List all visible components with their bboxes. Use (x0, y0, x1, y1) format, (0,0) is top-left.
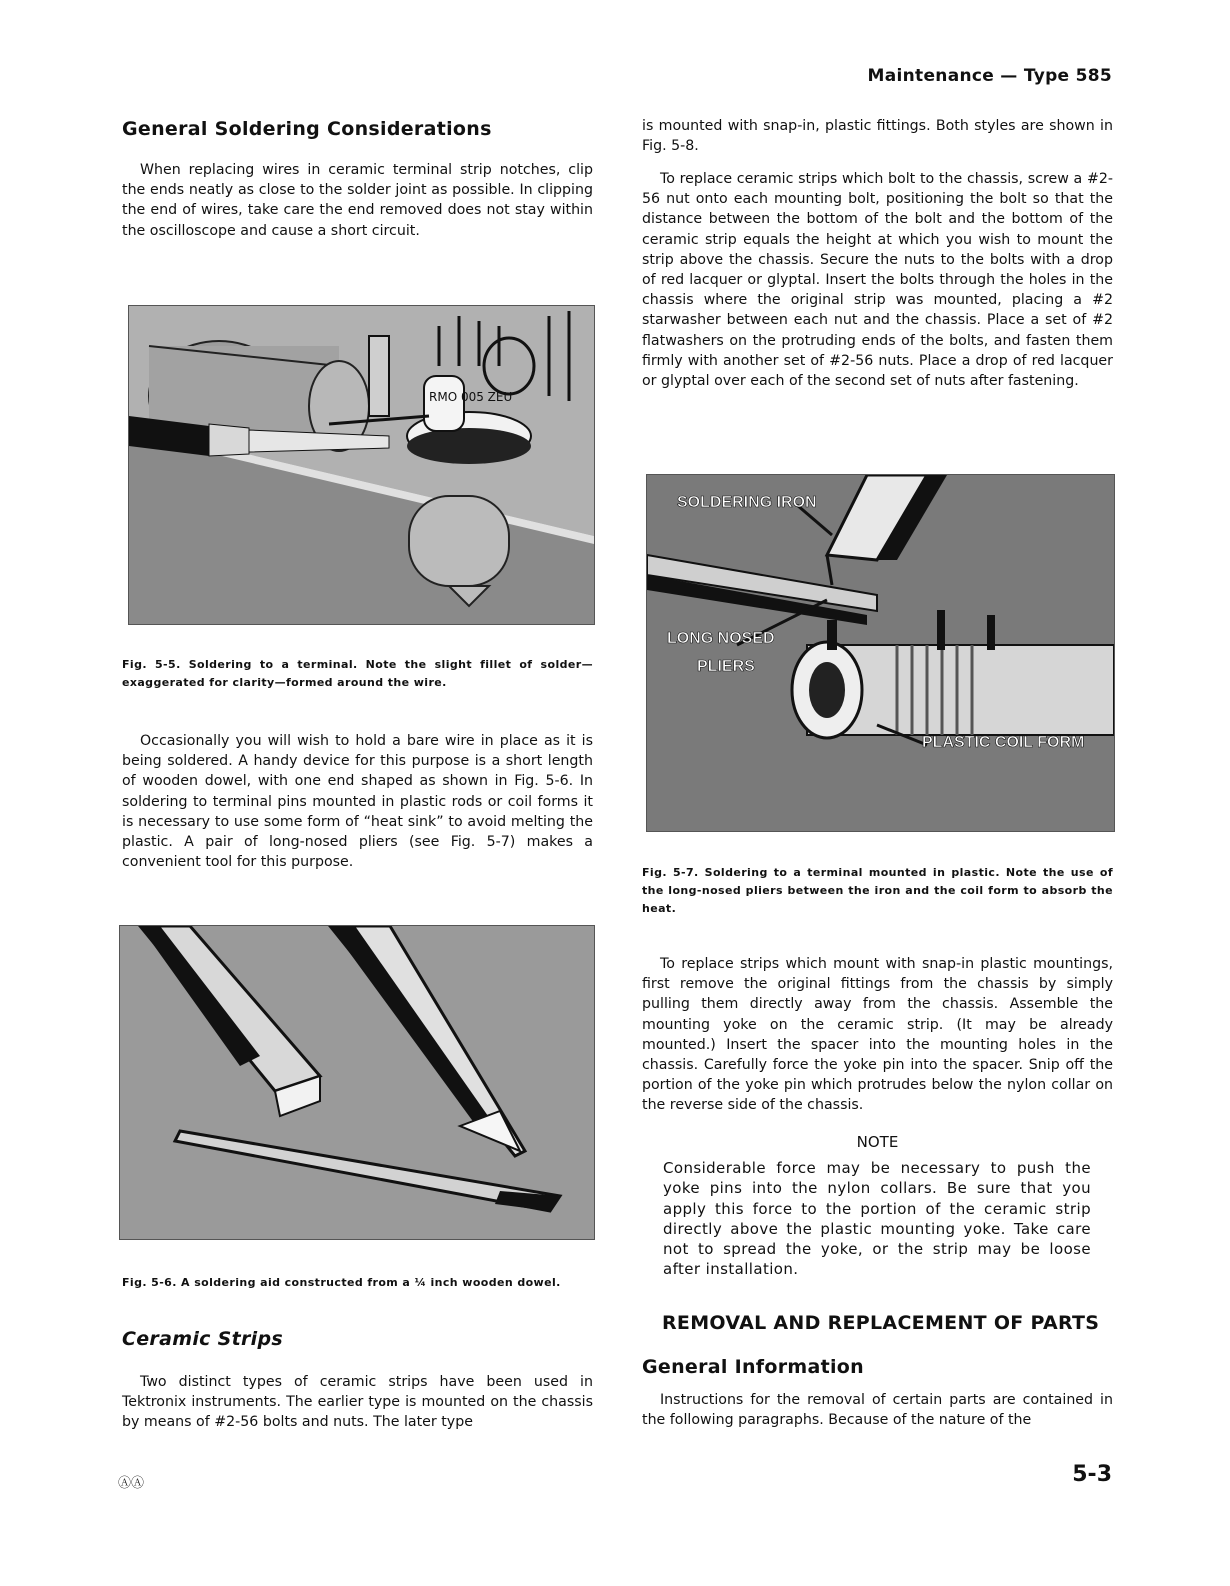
note-title: NOTE (856, 1133, 899, 1151)
bolt-replacement-paragraph: To replace ceramic strips which bolt to the chassis, screw a #2-56 nut onto each mounting bolt, positioning the bolt so that the distance between the bottom of the bolt and the bottom of the ceramic strip equals the height at which you wish to mount the strip above the chassis. Secure the nuts to the bolts with a drop of red lacquer or glyptal. Insert the bolts through the holes in the chassis where the original strip was mounted, placing a #2 starwasher between each nut and the chassis. Place a set of #2 flatwashers on the protruding ends of the bolts, and fasten them firmly with another set of #2-56 nuts. Place a drop of red lacquer or glyptal over each of the second set of nuts after fastening. (642, 171, 1113, 390)
figure-5-5-caption: Fig. 5-5. Soldering to a terminal. Note the slight fillet of solder—exaggerated for clarity—formed around the wire. (122, 658, 593, 689)
running-header: Maintenance — Type 585 (867, 66, 1112, 86)
wooden-dowel-illustration (120, 926, 594, 1239)
heat-sink-paragraph: Occasionally you will wish to hold a bare wire in place as it is being soldered. A handy device for this purpose is a short length of wooden dowel, with one end shaped as shown in Fig. 5-6. In soldering to terminal pins mounted in plastic rods or coil forms it is necessary to use some form of “heat sink” to avoid melting the plastic. A pair of long-nosed pliers (see Fig. 5-7) makes a convenient tool for this purpose. (122, 733, 593, 871)
plastic-terminal-illustration (647, 475, 1114, 831)
note-body: Considerable force may be necessary to push the yoke pins into the nylon collars. Be sure that you apply this force to the portion of the ceramic strip directly above the plastic mounting yoke. Take care not to spread the yoke, or the strip may be loose after installation. (663, 1159, 1091, 1279)
page-number: 5-3 (1072, 1462, 1112, 1487)
general-information-paragraph: Instructions for the removal of certain parts are contained in the following paragraphs. Because of the nature of the (642, 1392, 1113, 1429)
figure-5-6-caption: Fig. 5-6. A soldering aid constructed from a ¼ inch wooden dowel. (122, 1276, 561, 1289)
figure-5-5-photo (128, 305, 595, 625)
tube-marking: RMO 005 ZEU (429, 390, 513, 404)
publisher-mark: ⒶⒶ (118, 1476, 145, 1491)
label-plastic-coil-form: PLASTIC COIL FORM (922, 734, 1085, 751)
soldering-paragraph: When replacing wires in ceramic terminal strip notches, clip the ends neatly as close to the solder joint as possible. In clipping the end of wires, take care the end removed does not stay within the oscilloscope and cause a short circuit. (122, 162, 593, 239)
ceramic-strips-paragraph: Two distinct types of ceramic strips have been used in Tektronix instruments. The earlier type is mounted on the chassis by means of #2-56 bolts and nuts. The later type (122, 1374, 593, 1431)
mounting-styles-paragraph: is mounted with snap-in, plastic fittings. Both styles are shown in Fig. 5-8. (642, 118, 1113, 155)
figure-5-6-photo (119, 925, 595, 1240)
figure-5-7-caption: Fig. 5-7. Soldering to a terminal mounted in plastic. Note the use of the long-nosed pliers between the iron and the coil form to absorb the heat. (642, 866, 1113, 915)
section-title-removal: REMOVAL AND REPLACEMENT OF PARTS (662, 1312, 1100, 1334)
soldering-terminal-illustration (129, 306, 594, 624)
snap-in-replacement-paragraph: To replace strips which mount with snap-in plastic mountings, first remove the original fittings from the chassis by simply pulling them directly away from the chassis. Assemble the mounting yoke on the ceramic strip. (It may be already mounted.) Insert the spacer into the mounting holes in the chassis. Carefully force the yoke pin into the spacer. Snip off the portion of the yoke pin which protrudes below the nylon collar on the reverse side of the chassis. (642, 956, 1113, 1114)
section-title-ceramic-strips: Ceramic Strips (122, 1328, 283, 1350)
section-title-soldering: General Soldering Considerations (122, 118, 492, 140)
figure-5-7-photo (646, 474, 1115, 832)
section-title-general-information: General Information (642, 1356, 864, 1378)
label-soldering-iron: SOLDERING IRON (677, 494, 817, 511)
label-pliers: PLIERS (697, 658, 755, 675)
label-long-nosed: LONG NOSED (667, 630, 775, 647)
